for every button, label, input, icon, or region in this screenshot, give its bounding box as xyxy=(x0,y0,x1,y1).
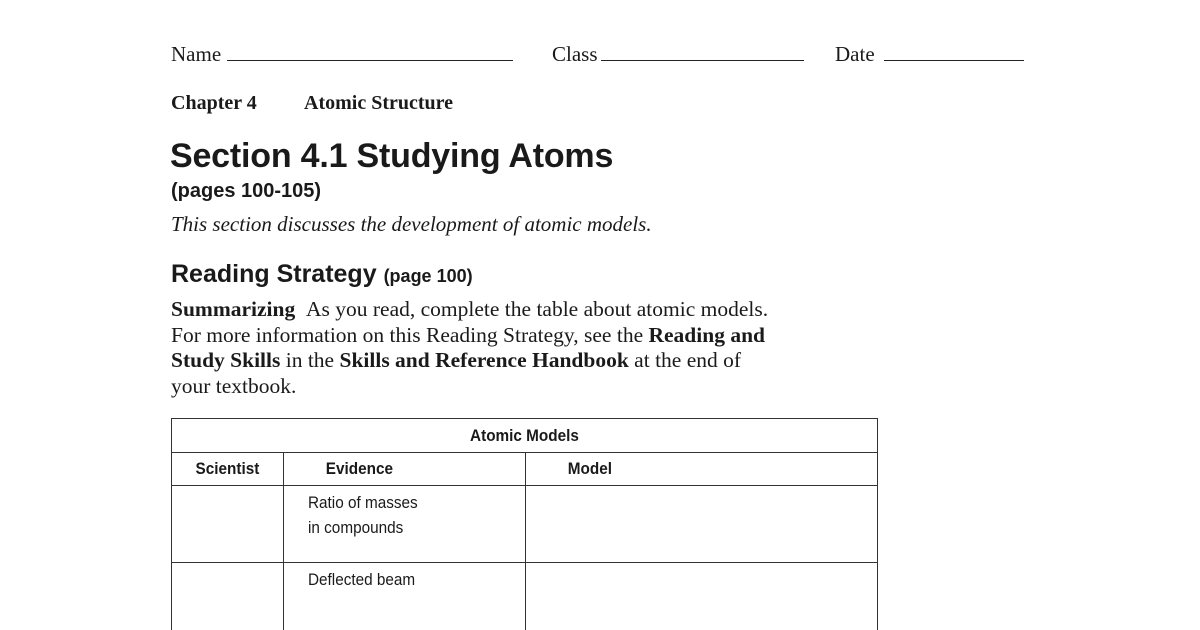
section-pages: (pages 100-105) xyxy=(171,180,322,202)
scientist-cell[interactable] xyxy=(172,563,284,630)
table-row xyxy=(172,563,878,630)
table-caption-text: Atomic Models xyxy=(470,425,579,445)
header-model: Model xyxy=(526,453,878,486)
model-cell[interactable] xyxy=(526,486,878,563)
class-field[interactable] xyxy=(552,40,804,68)
date-field[interactable] xyxy=(835,40,1024,68)
reading-strategy-page: (page 100) xyxy=(383,266,473,286)
section-description: This section discusses the development of atomic models. xyxy=(171,212,652,236)
class-blank[interactable] xyxy=(601,40,804,61)
date-label: Date xyxy=(835,42,875,66)
scientist-cell[interactable] xyxy=(172,486,284,563)
instructions-text-4: at the end of xyxy=(634,348,742,372)
chapter-number: Chapter 4 xyxy=(171,92,257,114)
instructions-line-1 xyxy=(171,297,871,323)
name-field[interactable] xyxy=(171,40,513,68)
evidence-cell: Ratio of masses in compounds xyxy=(284,486,526,563)
reading-strategy-instructions xyxy=(171,297,871,399)
reading-strategy-heading xyxy=(171,258,473,292)
instructions-line-2 xyxy=(171,323,871,349)
name-blank[interactable] xyxy=(227,40,513,61)
chapter-heading xyxy=(171,90,454,116)
name-label: Name xyxy=(171,42,222,66)
model-cell[interactable] xyxy=(526,563,878,630)
header-scientist: Scientist xyxy=(172,453,284,486)
instructions-text-3: in the xyxy=(285,348,335,372)
reading-study-skills-ref-a: Reading and xyxy=(648,322,765,347)
date-blank[interactable] xyxy=(884,40,1024,61)
table-caption xyxy=(172,419,878,453)
instructions-line-4: your textbook. xyxy=(171,373,297,398)
instructions-text-1: As you read, complete the table about atomic models. xyxy=(305,297,769,321)
reading-study-skills-ref-b: Study Skills xyxy=(171,348,281,372)
instructions-line-3 xyxy=(171,348,871,374)
section-title: Section 4.1 Studying Atoms xyxy=(170,137,614,175)
strategy-name: Summarizing xyxy=(171,297,296,321)
class-label: Class xyxy=(552,42,598,66)
evidence-cell: Deflected beam xyxy=(284,563,526,630)
atomic-models-table xyxy=(171,418,878,630)
handbook-ref: Skills and Reference Handbook xyxy=(339,348,629,372)
reading-strategy-title: Reading Strategy xyxy=(171,260,377,288)
table-row xyxy=(172,486,878,563)
instructions-text-2: For more information on this Reading Strategy, see the xyxy=(171,322,644,347)
header-evidence: Evidence xyxy=(284,453,526,486)
chapter-title: Atomic Structure xyxy=(304,92,454,114)
